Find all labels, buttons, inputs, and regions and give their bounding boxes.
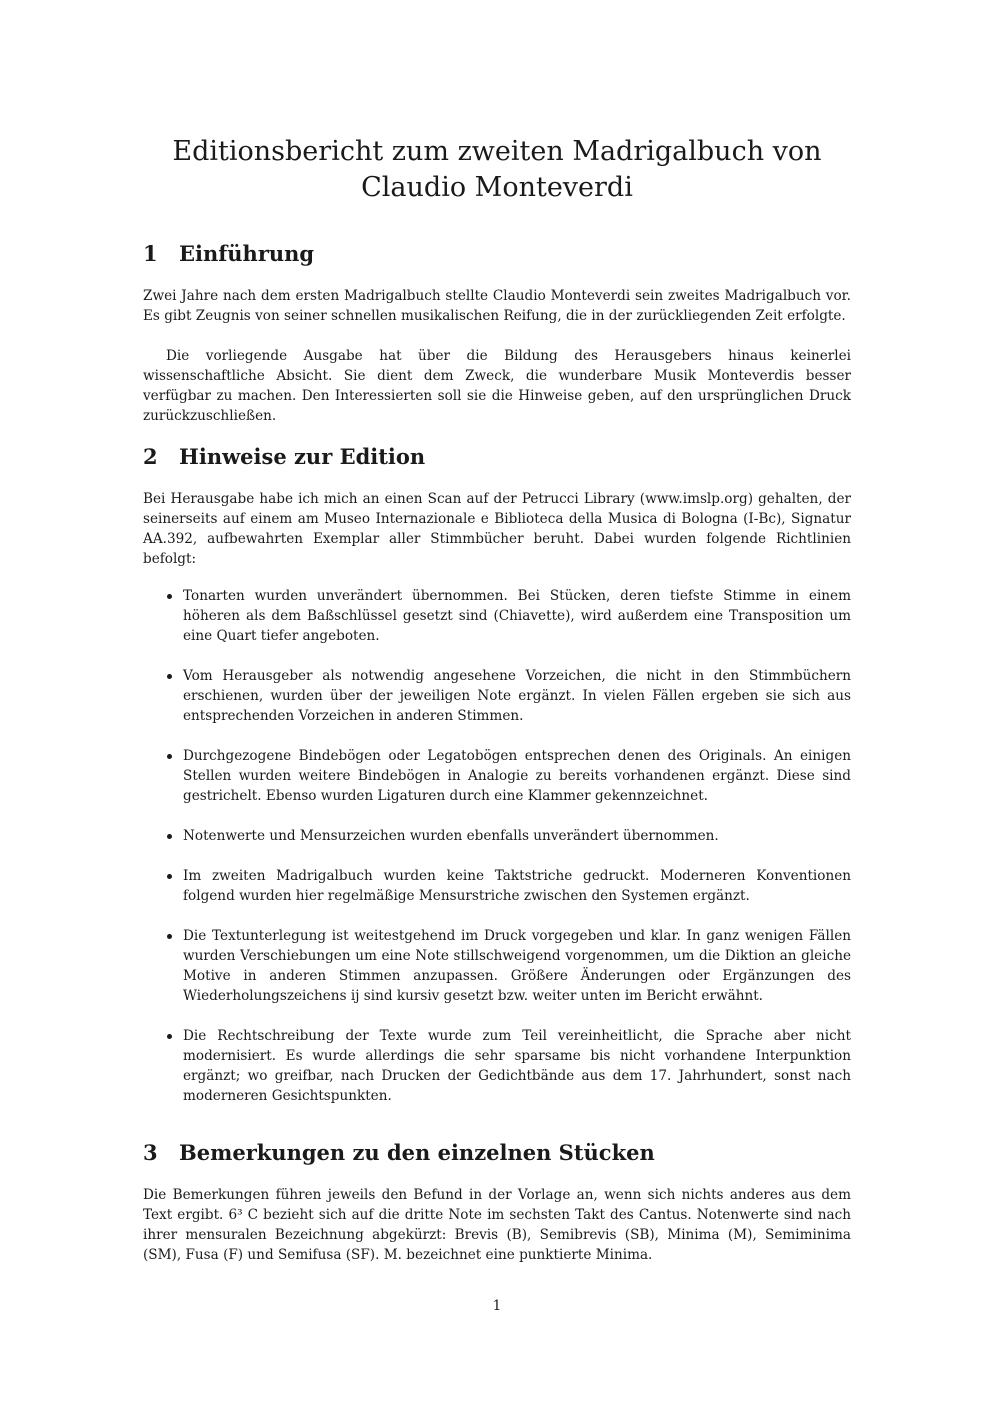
list-item [143,666,851,726]
list-item [143,586,851,646]
list-item [143,1026,851,1106]
bullet-icon [167,834,172,839]
list-item [143,866,851,906]
page-number: 1 [492,1298,502,1314]
bullet-icon [167,1034,172,1039]
section-2-heading [143,443,425,471]
edition-guidelines-list [143,586,851,1126]
bullet-icon [167,874,172,879]
section-1-paragraph-1: Zwei Jahre nach dem ersten Madrigalbuch stellte Claudio Monteverdi sein zweites Madrigalbuch vor. Es gibt Zeugnis von seiner schnellen musikalischen Reifung, die in der zurückliegenden Zeit erfolgte. [143,288,851,324]
section-1-paragraph-2: Die vorliegende Ausgabe hat über die Bildung des Herausgebers hinaus keinerlei wissenschaftliche Absicht. Sie dient dem Zweck, die wunderbare Musik Monteverdis besser verfügbar zu machen. Den Interessierten soll sie die Hinweise geben, auf den ursprünglichen Druck zurückzuschließen. [143,348,851,424]
list-item [143,746,851,806]
section-3-number: 3 [143,1140,158,1165]
list-item-text: Vom Herausgeber als notwendig angesehene Vorzeichen, die nicht in den Stimmbüchern erschienen, wurden über der jeweiligen Note ergänzt. In vielen Fällen ergeben sie sich aus entsprechenden Vorzeichen in anderen Stimmen. [183,668,851,724]
section-3-paragraph: Die Bemerkungen führen jeweils den Befund in der Vorlage an, wenn sich nichts anderes aus dem Text ergibt. 6³ C bezieht sich auf die dritte Note im sechsten Takt des Cantus. Notenwerte sind nach ihrer mensuralen Bezeichnung abgekürzt: Brevis (B), Semibrevis (SB), Minima (M), Semiminima (SM), Fusa (F) und Semifusa (SF). M. bezeichnet eine punktierte Minima. [143,1187,851,1263]
bullet-icon [167,674,172,679]
list-item [143,826,851,846]
section-3-heading [143,1139,655,1167]
bullet-icon [167,754,172,759]
list-item-text: Im zweiten Madrigalbuch wurden keine Taktstriche gedruckt. Moderneren Konventionen folgend wurden hier regelmäßige Mensurstriche zwischen den Systemen ergänzt. [183,868,851,904]
list-item-text: Die Textunterlegung ist weitestgehend im Druck vorgegeben und klar. In ganz wenigen Fällen wurden Verschiebungen um eine Note stillschweigend vorgenommen, um die Diktion an gleiche Motive in anderen Stimmen anzupassen. Größere Änderungen oder Ergänzungen des Wiederholungszeichens ij sind kursiv gesetzt bzw. weiter unten im Bericht erwähnt. [183,928,851,1004]
bullet-icon [167,594,172,599]
title-line-2: Claudio Monteverdi [361,172,633,203]
section-2-number: 2 [143,444,158,469]
document-title [143,134,851,206]
section-1-number: 1 [143,241,158,266]
section-2-title: Hinweise zur Edition [179,444,426,469]
list-item-text: Notenwerte und Mensurzeichen wurden ebenfalls unverändert übernommen. [183,828,719,844]
list-item-text: Die Rechtschreibung der Texte wurde zum Teil vereinheitlicht, die Sprache aber nicht modernisiert. Es wurde allerdings die sehr sparsame bis nicht vorhandene Interpunktion ergänzt; wo greifbar, nach Drucken der Gedichtbände aus dem 17. Jahrhundert, sonst nach moderneren Gesichtspunkten. [183,1028,851,1104]
list-item-text: Durchgezogene Bindebögen oder Legatobögen entsprechen denen des Originals. An einigen Stellen wurden weitere Bindebögen in Analogie zu bereits vorhandenen ergänzt. Diese sind gestrichelt. Ebenso wurden Ligaturen durch eine Klammer gekennzeichnet. [183,748,851,804]
bullet-icon [167,934,172,939]
section-1-title: Einführung [179,241,315,266]
section-3-title: Bemerkungen zu den einzelnen Stücken [179,1140,655,1165]
title-line-1: Editionsbericht zum zweiten Madrigalbuch von [172,136,822,167]
list-item [143,926,851,1006]
list-item-text: Tonarten wurden unverändert übernommen. Bei Stücken, deren tiefste Stimme in einem höheren als dem Baßschlüssel gesetzt sind (Chiavette), wird außerdem eine Transposition um eine Quart tiefer angeboten. [183,588,851,644]
section-1-heading [143,240,314,268]
section-2-intro: Bei Herausgabe habe ich mich an einen Scan auf der Petrucci Library (www.imslp.org) gehalten, der seinerseits auf einem am Museo Internazionale e Biblioteca della Musica di Bologna (I-Bc), Signatur AA.392, aufbewahrten Exemplar aller Stimmbücher beruht. Dabei wurden folgende Richtlinien befolgt: [143,491,851,567]
